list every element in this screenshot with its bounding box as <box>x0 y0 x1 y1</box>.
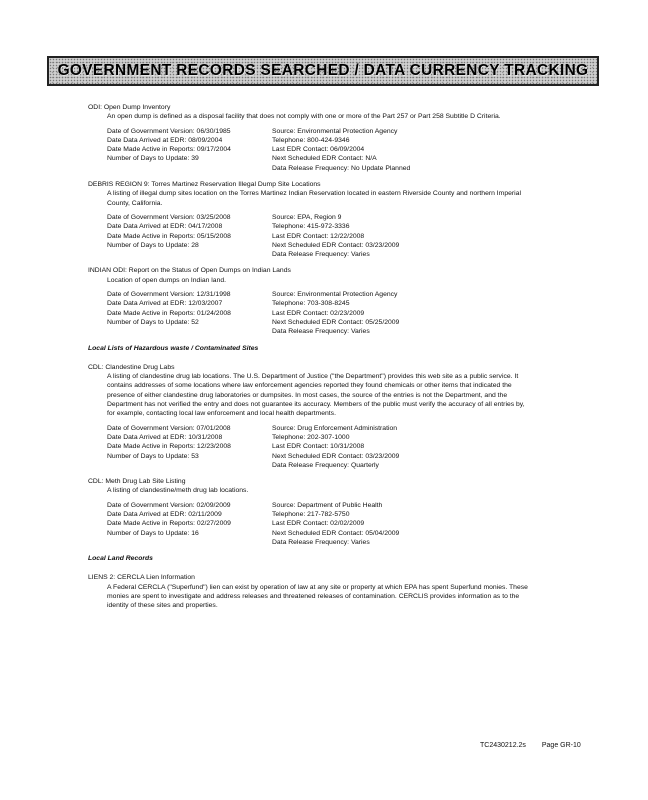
page-footer <box>480 742 595 749</box>
category-heading: Local Lists of Hazardous waste / Contaminated Sites <box>88 344 259 352</box>
page-number: Page GR-10 <box>541 742 581 749</box>
detail-line: Date Data Arrived at EDR: 10/31/2008 <box>107 433 223 441</box>
detail-line: Date of Government Version: 06/30/1985 <box>107 127 231 135</box>
version-dates <box>107 127 272 173</box>
detail-line: Source: Environmental Protection Agency <box>272 127 398 135</box>
source-contact <box>272 127 528 173</box>
detail-line: Date Made Active in Reports: 05/15/2008 <box>107 232 231 240</box>
section-description: Location of open dumps on Indian land. <box>107 276 227 284</box>
detail-line: Data Release Frequency: Varies <box>272 328 370 336</box>
section-heading: DEBRIS REGION 9: Torres Martinez Reservation Illegal Dump Site Locations <box>88 181 321 189</box>
version-dates <box>107 213 272 259</box>
record-details <box>88 424 528 470</box>
detail-line: Date Data Arrived at EDR: 12/03/2007 <box>107 300 223 308</box>
detail-line: Last EDR Contact: 06/09/2004 <box>272 146 365 154</box>
detail-line: Next Scheduled EDR Contact: 03/23/2009 <box>272 241 400 249</box>
detail-line: Date Data Arrived at EDR: 02/11/2009 <box>107 510 222 518</box>
detail-line: Date Data Arrived at EDR: 04/17/2008 <box>107 223 223 231</box>
record-section <box>88 477 528 547</box>
record-section <box>88 266 528 336</box>
detail-line: Number of Days to Update: 52 <box>107 318 199 326</box>
source-contact <box>272 424 528 470</box>
section-heading: ODI: Open Dump Inventory <box>88 104 171 111</box>
document-id: TC2430212.2s <box>480 742 526 749</box>
detail-line: Date Made Active in Reports: 12/23/2008 <box>107 443 231 451</box>
section-heading: CDL: Clandestine Drug Labs <box>88 363 175 371</box>
detail-line: Last EDR Contact: 02/02/2009 <box>272 520 365 528</box>
detail-line: Telephone: 800-424-9346 <box>272 136 350 144</box>
detail-line: Date Data Arrived at EDR: 08/09/2004 <box>107 136 223 144</box>
record-section <box>88 573 528 610</box>
detail-line: Number of Days to Update: 39 <box>107 155 199 163</box>
section-heading: CDL: Meth Drug Lab Site Listing <box>88 478 186 486</box>
detail-line: Date Made Active in Reports: 09/17/2004 <box>107 146 231 154</box>
section-description: An open dump is defined as a disposal facility that does not comply with one or more of the Part 257 or Part 258 Subtitle D Criteria. <box>107 113 501 121</box>
detail-line: Number of Days to Update: 53 <box>107 452 199 460</box>
detail-line: Source: Drug Enforcement Administration <box>272 424 398 432</box>
detail-line: Last EDR Contact: 10/31/2008 <box>272 443 365 451</box>
detail-line: Date of Government Version: 03/25/2008 <box>107 213 231 221</box>
page-title-banner <box>47 56 599 86</box>
detail-line: Date Made Active in Reports: 02/27/2009 <box>107 520 231 528</box>
version-dates <box>107 424 272 470</box>
detail-line: Next Scheduled EDR Contact: 03/23/2009 <box>272 452 400 460</box>
detail-line: Next Scheduled EDR Contact: 05/04/2009 <box>272 529 400 537</box>
detail-line: Number of Days to Update: 16 <box>107 529 199 537</box>
detail-line: Last EDR Contact: 12/22/2008 <box>272 232 365 240</box>
detail-line: Date Made Active in Reports: 01/24/2008 <box>107 309 231 317</box>
section-description: A listing of clandestine drug lab locations. The U.S. Department of Justice ("the Department") provides this web site as a public service. It contains addresses of some locations where law enforcement agencies reported they found chemicals or other items that indicated the presence of either clandestine drug laboratories or dumpsites. In most cases, the source of the entries is not the Department, and the Department has not verified the entry and does not guarantee its accuracy. Members of the public must verify the accuracy of all entries by, for example, contacting local law enforcement and local health departments. <box>107 373 525 418</box>
detail-line: Telephone: 202-307-1000 <box>272 433 350 441</box>
page-title: GOVERNMENT RECORDS SEARCHED / DATA CURRENCY TRACKING <box>57 62 589 79</box>
detail-line: Next Scheduled EDR Contact: N/A <box>272 155 377 163</box>
detail-line: Source: Environmental Protection Agency <box>272 291 398 299</box>
section-heading: INDIAN ODI: Report on the Status of Open Dumps on Indian Lands <box>88 267 291 275</box>
detail-line: Data Release Frequency: Varies <box>272 251 370 259</box>
detail-line: Telephone: 415-972-3336 <box>272 223 350 231</box>
source-contact <box>272 501 528 547</box>
detail-line: Date of Government Version: 07/01/2008 <box>107 424 231 432</box>
detail-line: Last EDR Contact: 02/23/2009 <box>272 309 365 317</box>
detail-line: Date of Government Version: 02/09/2009 <box>107 501 231 509</box>
detail-line: Number of Days to Update: 28 <box>107 241 199 249</box>
detail-line: Data Release Frequency: No Update Planned <box>272 164 411 172</box>
category-heading: Local Land Records <box>88 555 153 563</box>
record-details <box>88 127 528 173</box>
detail-line: Data Release Frequency: Quarterly <box>272 461 379 469</box>
detail-line: Next Scheduled EDR Contact: 05/25/2009 <box>272 318 400 326</box>
section-description: A listing of clandestine/meth drug lab locations. <box>107 487 249 495</box>
record-section <box>88 363 528 470</box>
detail-line: Telephone: 703-308-8245 <box>272 300 350 308</box>
section-description: A listing of illegal dump sites location on the Torres Martinez Indian Reservation located in eastern Riverside County and northern Imperial County, California. <box>107 190 521 207</box>
record-details <box>88 213 528 259</box>
records-list <box>88 103 528 618</box>
section-description: A Federal CERCLA ("Superfund") lien can exist by operation of law at any site or property at which EPA has spent Superfund monies. These monies are spent to investigate and address releases and threatened releases of contamination. CERCLIS provides information as to the identity of these sites and properties. <box>107 583 528 610</box>
version-dates <box>107 501 272 547</box>
detail-line: Telephone: 217-782-5750 <box>272 510 350 518</box>
record-details <box>88 290 528 336</box>
record-details <box>88 501 528 547</box>
detail-line: Source: Department of Public Health <box>272 501 383 509</box>
record-section <box>88 180 528 259</box>
detail-line: Source: EPA, Region 9 <box>272 213 342 221</box>
detail-line: Data Release Frequency: Varies <box>272 538 370 546</box>
detail-line: Date of Government Version: 12/31/1998 <box>107 291 231 299</box>
version-dates <box>107 290 272 336</box>
record-section <box>88 103 528 173</box>
source-contact <box>272 213 528 259</box>
section-heading: LIENS 2: CERCLA Lien Information <box>88 574 195 582</box>
source-contact <box>272 290 528 336</box>
